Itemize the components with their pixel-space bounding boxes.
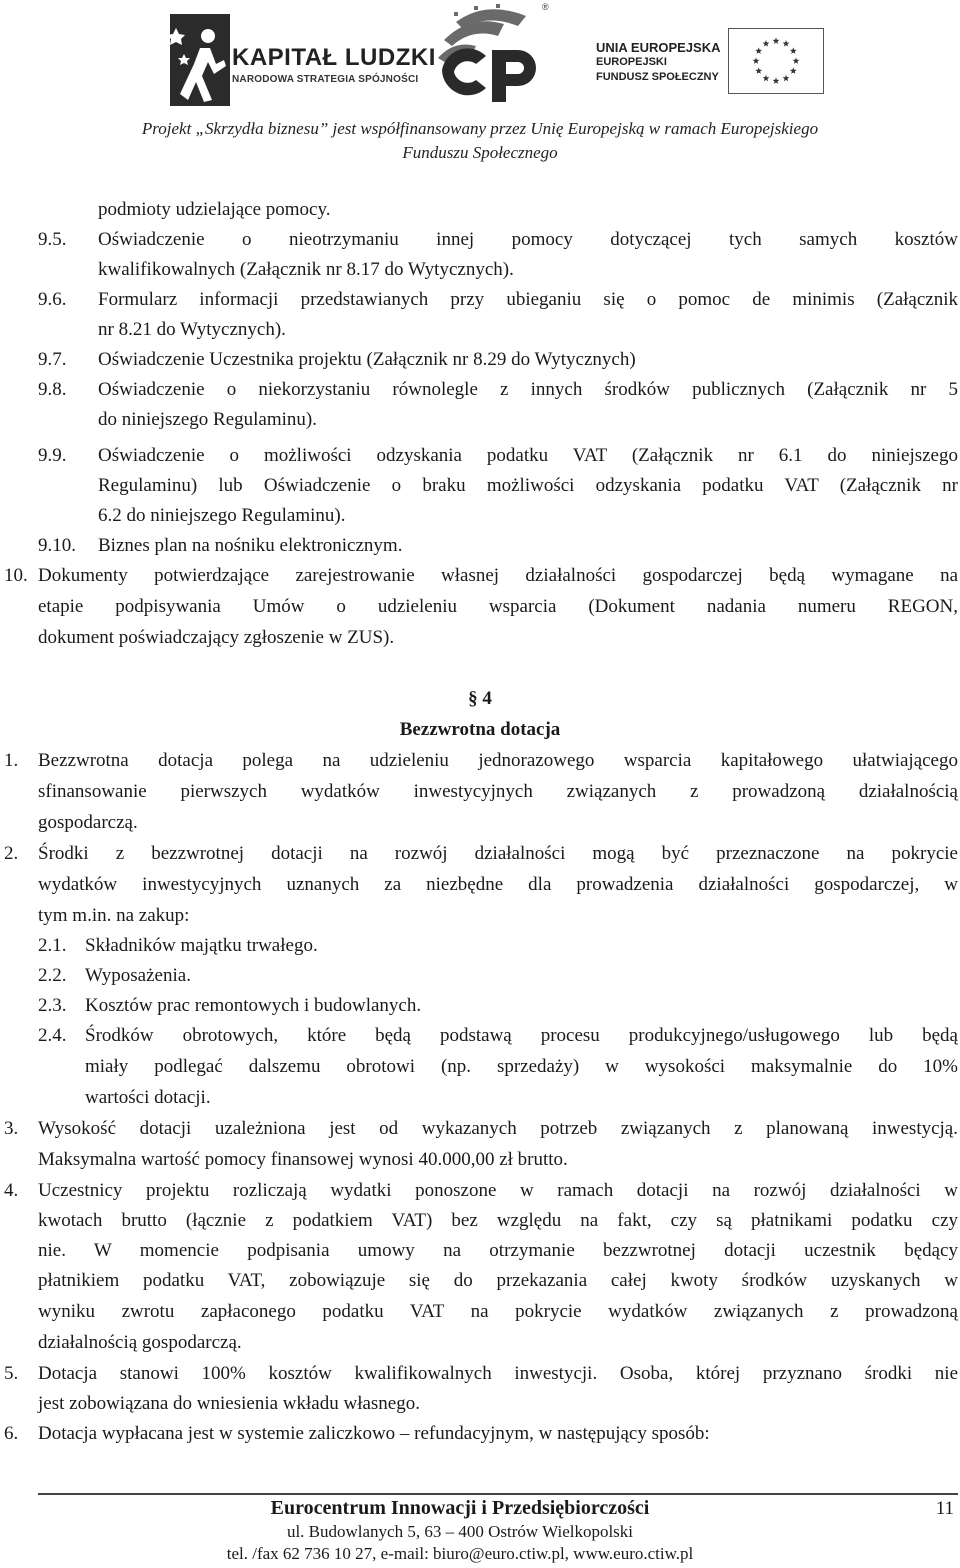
text-line: działalnością gospodarczą. — [38, 1332, 242, 1353]
item-number: 9.7. — [38, 349, 67, 370]
project-funding-line-2: Funduszu Społecznego — [402, 143, 558, 162]
text-line: Formularz informacji przedstawianych przy ubieganiu się o pomoc de minimis (Załącznik — [98, 289, 958, 310]
text-line: Środki z bezzwrotnej dotacji na rozwój działalności mogą być przeznaczone na pokrycie — [38, 843, 958, 864]
cp-logo — [430, 0, 560, 108]
kapital-ludzki-logo-icon — [170, 14, 230, 106]
section-number: § 4 — [468, 688, 492, 709]
eu-line-2: EUROPEJSKI — [596, 56, 667, 68]
item-number: 1. — [4, 750, 19, 771]
kapital-ludzki-subtitle: NARODOWA STRATEGIA SPÓJNOŚCI — [232, 74, 419, 85]
eu-line-1: UNIA EUROPEJSKA — [596, 40, 721, 55]
section-title: Bezzwrotna dotacja — [399, 719, 561, 740]
item-number: 9.9. — [38, 445, 67, 466]
text-line: płatnikiem podatku VAT, zobowiązuje się do przekazania całej kwoty środków uzyskanych w — [38, 1270, 958, 1291]
eu-flag-icon — [728, 28, 824, 94]
text-line: nr 8.21 do Wytycznych). — [98, 319, 286, 340]
item-number: 3. — [4, 1118, 19, 1139]
item-number: 6. — [4, 1423, 19, 1444]
footer-organization: Eurocentrum Innowacji i Przedsiębiorczości — [270, 1497, 650, 1519]
text-line: Regulaminu) lub Oświadczenie o braku możliwości odzyskania podatku VAT (Załącznik nr — [98, 475, 958, 496]
text-line: etapie podpisywania Umów o udzieleniu wsparcia (Dokument nadania numeru REGON, — [38, 596, 958, 617]
item-number: 2.4. — [38, 1025, 67, 1046]
text-line: wartości dotacji. — [85, 1087, 211, 1108]
text-line: dokument poświadczający zgłoszenie w ZUS). — [38, 627, 395, 648]
item-number: 9.10. — [38, 535, 76, 556]
text-line: nie. W momencie podpisania umowy na otrzymanie bezzwrotnej dotacji uczestnik będący — [38, 1240, 958, 1261]
text-line: Bezzwrotna dotacja polega na udzieleniu jednorazowego wsparcia kapitałowego ułatwiającego — [38, 750, 958, 771]
text-line: Kosztów prac remontowych i budowlanych. — [85, 995, 422, 1016]
item-number: 2.3. — [38, 995, 67, 1016]
text-line: Dotacja stanowi 100% kosztów kwalifikowalnych inwestycji. Osoba, której przyznano środki nie — [38, 1363, 958, 1384]
item-number: 2. — [4, 843, 19, 864]
text-line: Wyposażenia. — [85, 965, 191, 986]
text-line: do niniejszego Regulaminu). — [98, 409, 317, 430]
text-line: wydatków inwestycyjnych uznanych za niezbędne dla prowadzenia działalności gospodarczej, w — [38, 874, 958, 895]
text-line: Maksymalna wartość pomocy finansowej wynosi 40.000,00 zł brutto. — [38, 1149, 568, 1170]
text-line: Biznes plan na nośniku elektronicznym. — [98, 535, 403, 556]
footer-contact: tel. /fax 62 736 10 27, e-mail: biuro@euro.ctiw.pl, www.euro.ctiw.pl — [226, 1544, 694, 1563]
project-funding-line-1: Projekt „Skrzydła biznesu” jest współfinansowany przez Unię Europejską w ramach Europejskiego — [141, 119, 819, 138]
footer-address: ul. Budowlanych 5, 63 – 400 Ostrów Wielkopolski — [286, 1522, 634, 1541]
text-line: gospodarczą. — [38, 812, 138, 833]
text-line: Oświadczenie o możliwości odzyskania podatku VAT (Załącznik nr 6.1 do niniejszego — [98, 445, 958, 466]
item-number: 2.1. — [38, 935, 67, 956]
text-line: Składników majątku trwałego. — [85, 935, 318, 956]
text-line: tym m.in. na zakup: — [38, 905, 190, 926]
cp-registered-mark: ® — [542, 2, 549, 12]
text-line: sfinansowanie pierwszych wydatków inwestycyjnych związanych z prowadzoną działalnością — [38, 781, 958, 802]
text-line: Oświadczenie o nieotrzymaniu innej pomocy dotyczącej tych samych kosztów — [98, 229, 958, 250]
item-number: 10. — [4, 565, 28, 586]
text-line: Oświadczenie Uczestnika projektu (Załącznik nr 8.29 do Wytycznych) — [98, 349, 636, 370]
text-line: Oświadczenie o niekorzystaniu równolegle z innych środków publicznych (Załącznik nr 5 — [98, 379, 958, 400]
eu-logo — [596, 28, 886, 98]
item-number: 9.8. — [38, 379, 67, 400]
text-line: Środków obrotowych, które będą podstawą procesu produkcyjnego/usługowego lub będą — [85, 1025, 958, 1046]
text-line: kwalifikowalnych (Załącznik nr 8.17 do Wytycznych). — [98, 259, 514, 280]
kapital-ludzki-name: KAPITAŁ LUDZKI — [232, 44, 436, 71]
item-number: 4. — [4, 1180, 19, 1201]
text-line: wyniku zwrotu zapłaconego podatku VAT na pokrycie wydatków związanych z prowadzoną — [38, 1301, 958, 1322]
item-number: 2.2. — [38, 965, 67, 986]
text-line: podmioty udzielające pomocy. — [98, 199, 331, 220]
text-line: miały podlegać dalszemu obrotowi (np. sprzedaży) w wysokości maksymalnie do 10% — [85, 1056, 958, 1077]
eu-line-3: FUNDUSZ SPOŁECZNY — [596, 71, 719, 83]
cp-logo-icon — [430, 0, 560, 108]
text-line: Wysokość dotacji uzależniona jest od wykazanych potrzeb związanych z planowaną inwestycją. — [38, 1118, 958, 1139]
page-number: 11 — [935, 1498, 954, 1519]
item-number: 9.5. — [38, 229, 67, 250]
kapital-ludzki-logo — [170, 8, 436, 108]
item-number: 9.6. — [38, 289, 67, 310]
text-line: jest zobowiązana do wniesienia wkładu własnego. — [38, 1393, 420, 1414]
item-number: 5. — [4, 1363, 19, 1384]
text-line: kwotach brutto (łącznie z podatkiem VAT) bez względu na fakt, czy są płatnikami podatku czy — [38, 1210, 958, 1231]
eu-logo-text — [596, 40, 720, 85]
text-line: 6.2 do niniejszego Regulaminu). — [98, 505, 346, 526]
text-line: Dokumenty potwierdzające zarejestrowanie własnej działalności gospodarczej będą wymagane na — [38, 565, 958, 586]
text-line: Dotacja wypłacana jest w systemie zaliczkowo – refundacyjnym, w następujący sposób: — [38, 1423, 710, 1444]
text-line: Uczestnicy projektu rozliczają wydatki ponoszone w ramach dotacji na rozwój działalności w — [38, 1180, 958, 1201]
